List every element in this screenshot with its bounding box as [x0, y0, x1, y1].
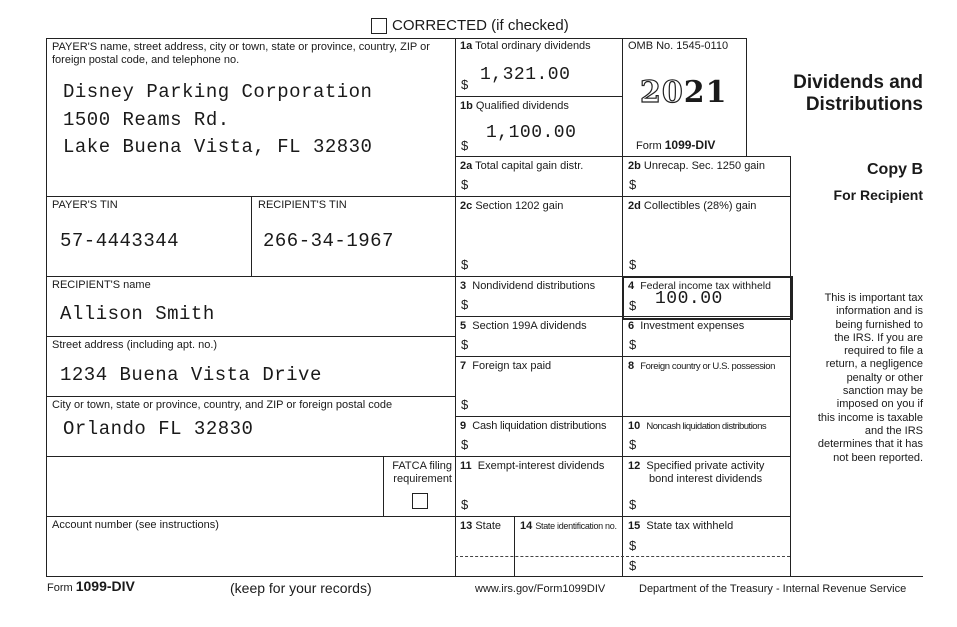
- payer-label: PAYER'S name, street address, city or town, state or province, country, ZIP or foreign postal code, and telephone no.: [52, 41, 430, 66]
- box-1b-value[interactable]: 1,100.00: [486, 123, 577, 143]
- box-5-dollar: $: [461, 337, 469, 352]
- footer-department: Department of the Treasury - Internal Revenue Service: [639, 583, 907, 595]
- form-title: Dividends and Distributions: [793, 72, 923, 115]
- box-7-label: 7 Foreign tax paid: [460, 360, 552, 372]
- box-12-label: 12 Specified private activity bond interest dividends: [628, 460, 765, 485]
- box-6-label: 6 Investment expenses: [628, 320, 745, 332]
- payer-street[interactable]: 1500 Reams Rd.: [63, 109, 230, 131]
- payer-tin-value[interactable]: 57-4443344: [60, 230, 180, 252]
- fatca-label: FATCA filing requirement: [392, 460, 452, 485]
- box-1a-value[interactable]: 1,321.00: [480, 65, 571, 85]
- corrected-label: CORRECTED (if checked): [392, 17, 569, 34]
- box-1a-dollar: $: [461, 77, 469, 92]
- tax-year: 2021: [640, 75, 728, 110]
- recipient-tin-label: RECIPIENT'S TIN: [258, 199, 347, 211]
- recipient-city-label: City or town, state or province, country, and ZIP or foreign postal code: [52, 399, 393, 411]
- box-15-dollar-1: $: [629, 538, 637, 553]
- omb-number: OMB No. 1545-0110: [628, 40, 729, 52]
- box-11-dollar: $: [461, 497, 469, 512]
- payer-tin-label: PAYER'S TIN: [52, 199, 118, 211]
- box-4-label: 4 Federal income tax withheld: [628, 280, 771, 292]
- box-2b-dollar: $: [629, 177, 637, 192]
- box-8-label: 8 Foreign country or U.S. possession: [628, 360, 776, 372]
- copy-notice: This is important tax information and is being furnished to the IRS. If you are required to file a return, a negligence penalty or other sanction may be imposed on you if this income is taxable and the IRS determines that it has not been reported.: [817, 292, 923, 464]
- fatca-checkbox[interactable]: [412, 493, 428, 509]
- footer-form-name: Form 1099-DIV: [47, 578, 135, 594]
- box-6-dollar: $: [629, 337, 637, 352]
- box-1b-label: 1b Qualified dividends: [460, 100, 569, 112]
- recipient-street-value[interactable]: 1234 Buena Vista Drive: [60, 364, 322, 386]
- box-5-label: 5 Section 199A dividends: [460, 320, 587, 332]
- box-7-dollar: $: [461, 397, 469, 412]
- account-number-label: Account number (see instructions): [52, 519, 219, 531]
- box-12-dollar: $: [629, 497, 637, 512]
- recipient-tin-value[interactable]: 266-34-1967: [263, 230, 394, 252]
- copy-title: Copy B: [867, 161, 923, 178]
- box-9-label: 9 Cash liquidation distributions: [460, 420, 607, 432]
- recipient-name-value[interactable]: Allison Smith: [60, 303, 215, 325]
- payer-city[interactable]: Lake Buena Vista, FL 32830: [63, 136, 373, 158]
- corrected-checkbox[interactable]: [371, 18, 387, 34]
- box-2c-dollar: $: [461, 257, 469, 272]
- omb-form-name: Form 1099-DIV: [636, 138, 716, 152]
- recipient-name-label: RECIPIENT'S name: [52, 279, 151, 291]
- copy-subtitle: For Recipient: [833, 187, 923, 203]
- recipient-street-label: Street address (including apt. no.): [52, 339, 218, 351]
- box-3-label: 3 Nondividend distributions: [460, 280, 596, 292]
- box-2a-dollar: $: [461, 177, 469, 192]
- box-3-dollar: $: [461, 297, 469, 312]
- box-10-dollar: $: [629, 437, 637, 452]
- box-4-dollar: $: [629, 298, 637, 313]
- box-2d-dollar: $: [629, 257, 637, 272]
- recipient-city-value[interactable]: Orlando FL 32830: [63, 418, 254, 440]
- box-2d-label: 2d Collectibles (28%) gain: [628, 200, 757, 212]
- box-11-label: 11 Exempt-interest dividends: [460, 460, 605, 472]
- box-2a-label: 2a Total capital gain distr.: [460, 160, 584, 172]
- box-1b-dollar: $: [461, 138, 469, 153]
- box-1a-label: 1a Total ordinary dividends: [460, 40, 591, 52]
- payer-name[interactable]: Disney Parking Corporation: [63, 81, 373, 103]
- box-2b-label: 2b Unrecap. Sec. 1250 gain: [628, 160, 765, 172]
- box-15-label: 15 State tax withheld: [628, 520, 734, 532]
- box-2c-label: 2c Section 1202 gain: [460, 200, 564, 212]
- box-15-dollar-2: $: [629, 558, 637, 573]
- box-4-value[interactable]: 100.00: [655, 289, 723, 309]
- footer-keep-note: (keep for your records): [230, 580, 372, 596]
- box-13-label: 13 State: [460, 520, 501, 532]
- footer-url[interactable]: www.irs.gov/Form1099DIV: [475, 583, 606, 595]
- box-14-label: 14 State identification no.: [520, 520, 617, 532]
- box-10-label: 10 Noncash liquidation distributions: [628, 420, 767, 432]
- box-9-dollar: $: [461, 437, 469, 452]
